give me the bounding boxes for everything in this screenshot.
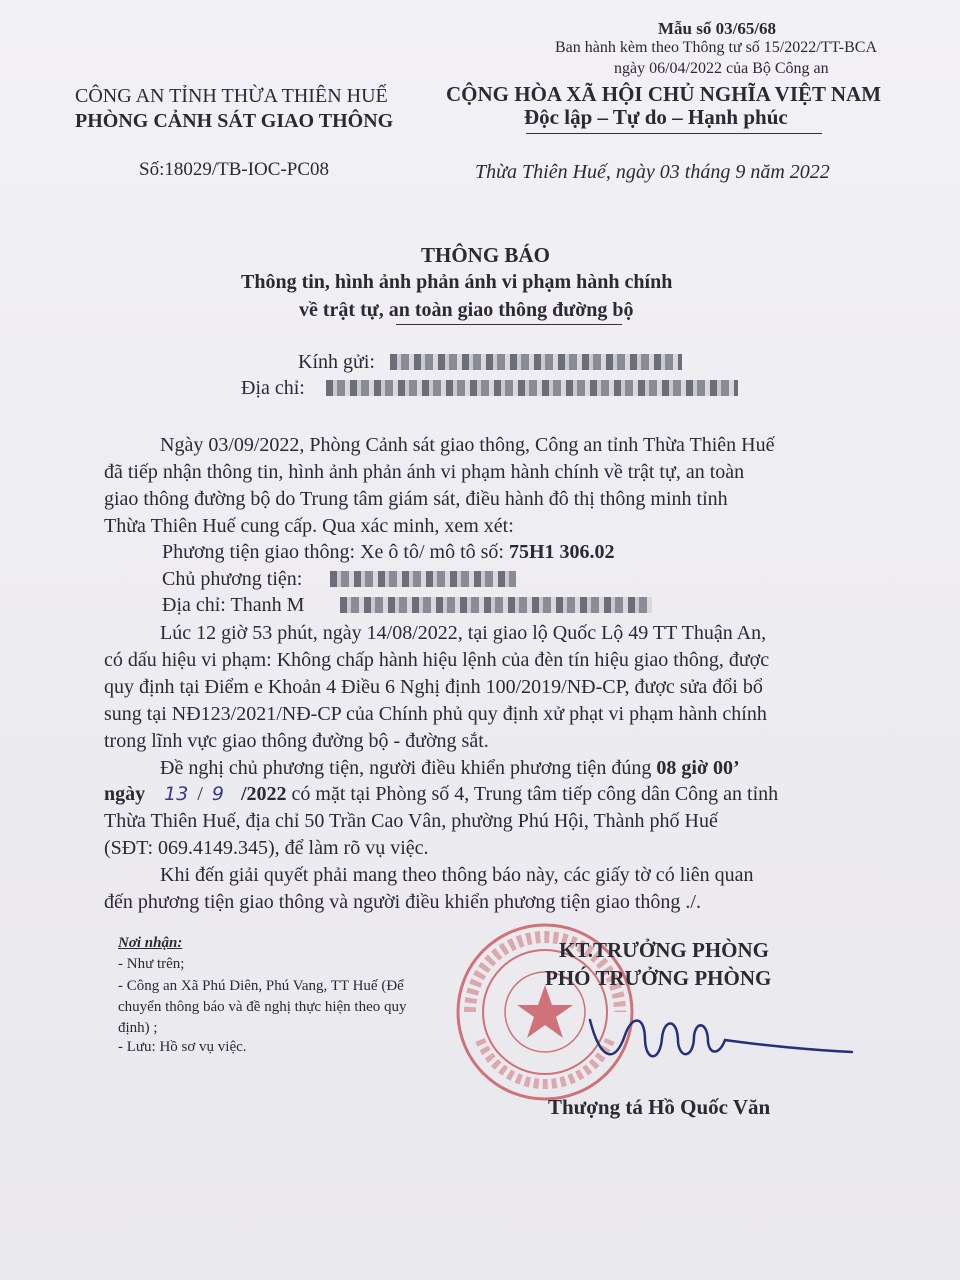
para3-line3: Thừa Thiên Huế, địa chỉ 50 Trần Cao Vân, phường Phú Hội, Thành phố Huế [104, 810, 718, 832]
receiver-item-2-line2: chuyển thông báo và đề nghị thực hiện theo quy [118, 999, 407, 1015]
receiver-item-1: - Như trên; [118, 956, 185, 972]
receiver-item-2-line3: định) ; [118, 1020, 158, 1036]
signer-name: Thượng tá Hồ Quốc Văn [548, 1095, 771, 1119]
para4-line1: Khi đến giải quyết phải mang theo thông báo này, các giấy tờ có liên quan [160, 864, 754, 886]
owner-label: Chủ phương tiện: [162, 568, 303, 590]
form-number: Mẫu số 03/65/68 [658, 19, 777, 38]
signature-title-1: KT.TRƯỞNG PHÒNG [559, 938, 769, 962]
appointment-year: /2022 [240, 783, 287, 805]
receivers-title: Nơi nhận: [118, 935, 183, 951]
para1-line3: giao thông đường bộ do Trung tâm giám sát, điều hành đô thị thông minh tỉnh [104, 488, 728, 510]
para2-line3: quy định tại Điểm e Khoản 4 Điều 6 Nghị định 100/2019/NĐ-CP, được sửa đổi bổ [104, 676, 763, 698]
nation-motto: Độc lập – Tự do – Hạnh phúc [524, 105, 788, 129]
nation-line1: CỘNG HÒA XÃ HỘI CHỦ NGHĨA VIỆT NAM [446, 82, 882, 106]
place-date: Thừa Thiên Huế, ngày 03 tháng 9 năm 2022 [475, 161, 830, 183]
vehicle-plate: 75H1 306.02 [508, 541, 615, 563]
receiver-item-3: - Lưu: Hồ sơ vụ việc. [118, 1039, 247, 1055]
signature-title-2: PHÓ TRƯỞNG PHÒNG [545, 966, 772, 990]
document-subtitle-1: Thông tin, hình ảnh phản ánh vi phạm hành chính [241, 271, 673, 293]
para2-line2: có dấu hiệu vi phạm: Không chấp hành hiệu lệnh của đèn tín hiệu giao thông, được [104, 649, 770, 671]
para3-text: Đề nghị chủ phương tiện, người điều khiển phương tiện đúng [160, 757, 657, 779]
para3-line4: (SĐT: 069.4149.345), để làm rõ vụ việc. [104, 837, 429, 859]
para1-line4: Thừa Thiên Huế cung cấp. Qua xác minh, xem xét: [104, 515, 514, 537]
address-label: Địa chỉ: [241, 377, 305, 399]
recipient-label: Kính gửi: [298, 351, 375, 373]
receiver-item-2-line1: - Công an Xã Phú Diên, Phú Vang, TT Huế (Để [118, 978, 404, 994]
vehicle-label: Phương tiện giao thông: Xe ô tô/ mô tô số: [162, 541, 509, 563]
appointment-day: 13 [164, 783, 189, 805]
form-issued-line2: ngày 06/04/2022 của Bộ Công an [614, 60, 829, 77]
org-line2: PHÒNG CẢNH SÁT GIAO THÔNG [75, 110, 394, 132]
org-line1: CÔNG AN TỈNH THỪA THIÊN HUẾ [75, 85, 388, 107]
date-separator: / [197, 783, 203, 805]
appointment-month: 9 [211, 783, 224, 805]
para2-line5: trong lĩnh vực giao thông đường bộ - đường sắt. [104, 730, 489, 752]
owner-address-label: Địa chỉ: Thanh M [162, 594, 305, 616]
para1-line2: đã tiếp nhận thông tin, hình ảnh phản ánh vi phạm hành chính về trật tự, an toàn [104, 461, 745, 483]
para2-line1: Lúc 12 giờ 53 phút, ngày 14/08/2022, tại giao lộ Quốc Lộ 49 TT Thuận An, [160, 622, 767, 644]
para2-line4: sung tại NĐ123/2021/NĐ-CP của Chính phủ quy định xử phạt vi phạm hành chính [104, 703, 767, 725]
para1-line1: Ngày 03/09/2022, Phòng Cảnh sát giao thông, Công an tỉnh Thừa Thiên Huế [160, 434, 775, 456]
document-number: Số:18029/TB-IOC-PC08 [139, 159, 330, 180]
para3-line2-rest: có mặt tại Phòng số 4, Trung tâm tiếp công dân Công an tỉnh [286, 783, 779, 805]
appointment-day-label: ngày [104, 783, 146, 805]
appointment-time: 08 giờ 00’ [656, 757, 740, 779]
document-subtitle-2: về trật tự, an toàn giao thông đường bộ [299, 299, 634, 321]
document-title: THÔNG BÁO [421, 243, 550, 267]
form-issued-line1: Ban hành kèm theo Thông tư số 15/2022/TT-BCA [555, 39, 877, 56]
para4-line2: đến phương tiện giao thông và người điều khiển phương tiện giao thông ./. [104, 891, 701, 913]
